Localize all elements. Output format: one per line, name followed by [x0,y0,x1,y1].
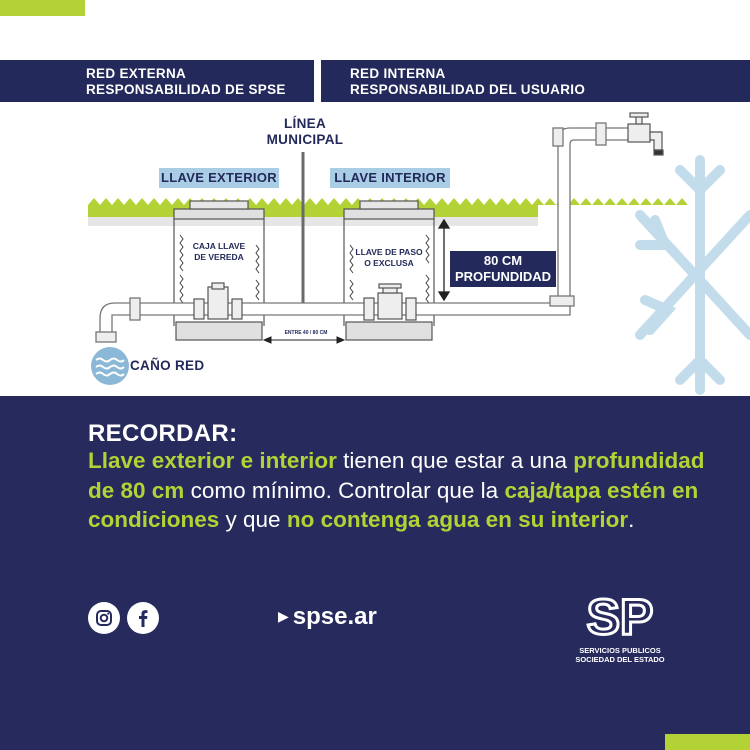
facebook-icon[interactable] [127,602,159,634]
msg-text-1: tienen que estar a una [336,448,574,473]
spse-logo [570,590,670,642]
distance-arrow [264,337,344,343]
play-arrow-icon: ▶ [278,608,289,624]
msg-text-2: como mínimo. Controlar que la [184,477,505,503]
msg-highlight-1: Llave exterior e interior [88,448,337,473]
municipal-line-label [250,116,360,148]
depth-line1: 80 CM [483,253,523,268]
msg-highlight-4: no contenga agua en su interior [286,507,629,532]
depth-label [450,251,556,287]
exterior-valve-icon [194,283,242,319]
logo-mark: SP [586,590,654,642]
caja-line2: DE VEREDA [194,252,244,262]
website-text: spse.ar [292,603,377,630]
msg-highlight-3: caja/tapa estén en condiciones [88,477,699,532]
main-pipe-label: CAÑO RED [130,358,205,373]
municipal-label-line2: MUNICIPAL [266,132,344,147]
depth-line2: PROFUNDIDAD [454,269,552,284]
header-right-line2: RESPONSABILIDAD DEL USUARIO [350,82,586,97]
caja-line1: CAJA LLAVE [192,241,246,251]
caja-llave-label [176,241,262,263]
depth-arrow [439,220,449,300]
snowflake-icon [640,160,750,390]
msg-text-3: y que [219,507,287,532]
llave-paso-label [346,247,432,269]
llave-interior-label: LLAVE INTERIOR [330,168,450,188]
header-right-line1: RED INTERNA [350,66,446,81]
msg-highlight-2: profundidad de 80 cm [88,448,705,503]
accent-bar-bottom [665,734,750,750]
msg-text-4: . [628,507,635,532]
water-main-icon [91,347,129,385]
municipal-label-line1: LÍNEA [284,116,326,131]
interior-valve-icon [364,284,416,320]
distance-label: ENTRE 40 / 80 CM [284,330,328,336]
paso-line2: O EXCLUSA [364,258,414,268]
header-left-line2: RESPONSABILIDAD DE SPSE [86,82,286,97]
reminder-message [88,446,728,535]
logo-text [560,646,680,664]
instagram-icon[interactable] [88,602,120,634]
paso-line1: LLAVE DE PASO [355,247,423,257]
faucet-icon [628,113,663,155]
reminder-title: RECORDAR: [88,420,238,447]
website-link[interactable] [278,603,377,631]
llave-exterior-label: LLAVE EXTERIOR [159,168,279,188]
header-left-line1: RED EXTERNA [86,66,187,81]
logo-line1: SERVICIOS PUBLICOS [579,646,661,655]
logo-line2: SOCIEDAD DEL ESTADO [575,655,665,664]
